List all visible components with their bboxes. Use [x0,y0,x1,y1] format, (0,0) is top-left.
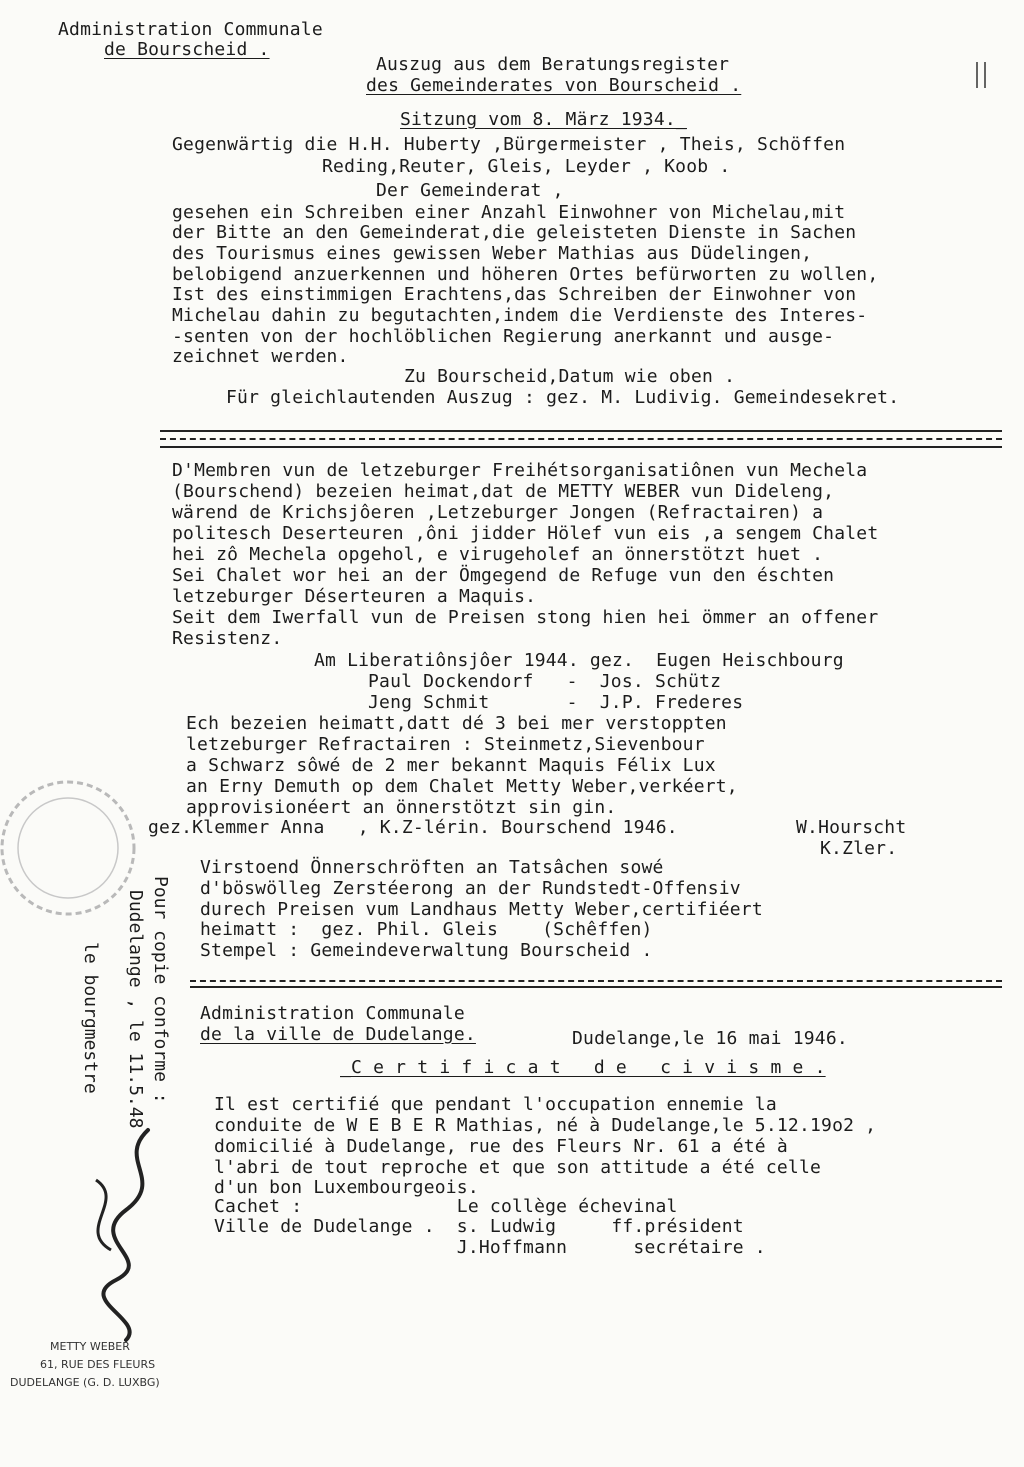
certificate-line: domicilié à Dudelange, rue des Fleurs Nr. 61 a été à [214,1136,788,1157]
certification-line: d'böswölleg Zerstéerong an der Rundstedt-Offensiv [200,878,741,899]
testimony-signature-right: K.Zler. [820,838,898,859]
certification-line: heimatt : gez. Phil. Gleis (Schêffen) [200,919,653,940]
resistance-line: politesch Deserteuren ,ôni jidder Hölef vun eis ,a sengem Chalet [172,523,879,544]
admin-line-2: de Bourscheid . [104,39,270,60]
liberation-signatures: Jeng Schmit - J.P. Frederes [368,692,744,713]
council-line: gesehen ein Schreiben einer Anzahl Einwohner von Michelau,mit [172,202,846,223]
separator-rule [160,430,1002,432]
register-title-1: Auszug aus dem Beratungsregister [376,54,730,75]
session-date: Sitzung vom 8. März 1934._ [400,109,687,130]
testimony-line: an Erny Demuth op dem Chalet Metty Weber,verkéert, [186,776,738,797]
stamp-line: 61, RUE DES FLEURS [40,1358,156,1371]
council-line: belobigend anzuerkennen und höheren Ortes befürworten zu wollen, [172,264,879,285]
certificate-line: d'un bon Luxembourgeois. [214,1177,479,1198]
council-line: Reding,Reuter, Gleis, Leyder , Koob . [322,156,731,177]
handwritten-mark [974,60,988,90]
certificate-signature-line: Ville de Dudelange . s. Ludwig ff.président [214,1216,744,1237]
council-line: zeichnet werden. [172,346,349,367]
admin-line-1: Administration Communale [58,19,323,40]
separator-rule [190,986,1002,988]
testimony-line: Ech bezeien heimatt,datt dé 3 bei mer verstoppten [186,713,727,734]
resistance-line: wärend de Krichsjôeren ,Letzeburger Jongen (Refractairen) a [172,502,824,523]
certification-line: Virstoend Önnerschröften an Tatsâchen sowé [200,857,664,878]
resistance-line: D'Membren vun de letzeburger Freihétsorganisatiônen vun Mechela [172,460,868,481]
testimony-signature-right: W.Hourscht [796,817,907,838]
council-line: Ist des einstimmigen Erachtens,das Schreiben der Einwohner von [172,284,857,305]
stamp-line: METTY WEBER [50,1340,130,1353]
council-line: Michelau dahin zu begutachten,indem die Verdienste des Interes- [172,305,868,326]
separator-rule [160,446,1002,448]
testimony-line: approvisionéert an önnerstötzt sin gin. [186,797,617,818]
certificate-title: _C e r t i f i c a t d e c i v i s m e . [340,1057,826,1078]
certification-line: Stempel : Gemeindeverwaltung Bourscheid . [200,940,653,961]
certificate-line: Il est certifié que pendant l'occupation ennemie la [214,1094,777,1115]
copy-note-line: Pour copie conforme : [150,876,171,1104]
copy-note-line: le bourgmestre [80,942,101,1094]
testimony-line: a Schwarz sôwé de 2 mer bekannt Maquis Félix Lux [186,755,716,776]
resistance-line: Sei Chalet wor hei an der Ömgegend de Refuge vun den éschten [172,565,835,586]
resistance-line: Seit dem Iwerfall vun de Preisen stong hien hei ömmer an offener [172,607,879,628]
testimony-signature-left: gez.Klemmer Anna , K.Z-lérin. Bourschend 1946. [148,817,678,838]
council-line: -senten von der hochlöblichen Regierung anerkannt und ausge- [172,326,835,347]
certificate-date: Dudelange,le 16 mai 1946. [572,1028,848,1049]
council-line: Für gleichlautenden Auszug : gez. M. Ludivig. Gemeindesekret. [226,387,900,408]
council-line: Gegenwärtig die H.H. Huberty ,Bürgermeister , Theis, Schöffen [172,134,846,155]
resistance-line: letzeburger Déserteuren a Maquis. [172,586,537,607]
resistance-line: Resistenz. [172,628,283,649]
resistance-line: (Bourschend) bezeien heimat,dat de METTY WEBER vun Dideleng, [172,481,835,502]
separator-rule [160,438,1002,440]
council-line: des Tourismus eines gewissen Weber Mathias aus Düdelingen, [172,243,813,264]
testimony-line: letzeburger Refractairen : Steinmetz,Sievenbour [186,734,705,755]
council-line: der Bitte an den Gemeinderat,die geleisteten Dienste in Sachen [172,222,857,243]
certificate-signature-line: J.Hoffmann secrétaire . [214,1237,766,1258]
municipal-seal [0,778,200,918]
resistance-line: hei zô Mechela opgehol, e virugeholef an önnerstötzt huet . [172,544,824,565]
separator-rule [190,980,1002,982]
certificate-line: conduite de W E B E R Mathias, né à Dudelange,le 5.12.19o2 , [214,1115,877,1136]
council-line: Der Gemeinderat , [376,180,564,201]
copy-note-line: Dudelange , le 11.5.48 [125,890,146,1129]
address-stamp [10,1338,210,1392]
certificate-admin-1: Administration Communale [200,1003,465,1024]
certification-line: durech Preisen vum Landhaus Metty Weber,certifiéert [200,899,763,920]
register-title-2: des Gemeinderates von Bourscheid . [366,75,742,96]
certificate-signature-line: Cachet : Le collège échevinal [214,1196,678,1217]
council-line: Zu Bourscheid,Datum wie oben . [404,366,736,387]
handwritten-signature [56,1120,186,1350]
certificate-line: l'abri de tout reproche et que son attitude a été celle [214,1157,822,1178]
liberation-signatures: Am Liberatiônsjôer 1944. gez. Eugen Heischbourg [314,650,844,671]
certificate-admin-2: de la ville de Dudelange. [200,1024,476,1045]
liberation-signatures: Paul Dockendorf - Jos. Schütz [368,671,722,692]
stamp-line: DUDELANGE (G. D. LUXBG) [10,1376,160,1389]
